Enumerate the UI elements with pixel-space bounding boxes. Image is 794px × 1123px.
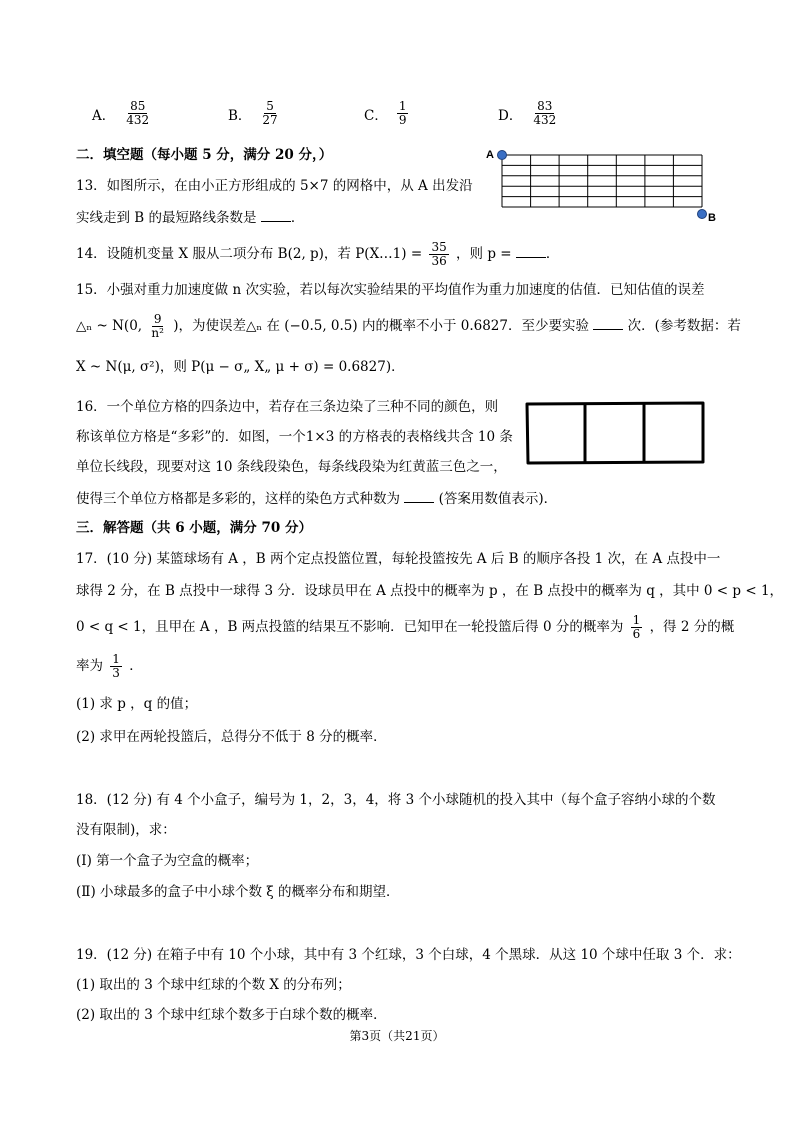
q15-line2-pre: △ₙ ~ N(0, — [76, 318, 143, 334]
q13-line1: 13．如图所示，在由小正方形组成的 5×7 的网格中，从 A 出发沿 — [76, 178, 473, 194]
option-c-denominator: 9 — [398, 113, 407, 127]
q16-line1: 16．一个单位方格的四条边中，若存在三条边染了三种不同的颜色，则 — [76, 399, 499, 415]
q15-line2 — [76, 312, 741, 340]
option-c — [364, 100, 411, 127]
q16-line2: 称该单位方格是“多彩”的．如图，一个1×3 的方格表的表格线共含 10 条 — [76, 429, 513, 445]
q17-line3-pre: 0 < q < 1，且甲在 A ，B 两点投篮的结果互不影响．已知甲在一轮投篮后得 0 分的概率为 — [76, 619, 624, 635]
option-a — [92, 100, 154, 127]
section2-title: 二．填空题（每小题 5 分，满分 20 分，） — [76, 147, 333, 163]
q14-mid: ，则 p = — [456, 246, 512, 262]
q15-line2-end: 次．(参考数据：若 — [627, 318, 741, 334]
q17-line3-denominator: 6 — [632, 627, 641, 641]
point-a-label: A — [486, 149, 494, 161]
option-d-denominator: 432 — [533, 113, 557, 127]
option-b-numerator: 5 — [266, 99, 274, 113]
q16-line4 — [76, 488, 557, 509]
q14 — [76, 240, 559, 268]
q19-line1: 19．(12 分) 在箱子中有 10 个小球，其中有 3 个红球，3 个白球，4 个黑球．从这 10 个球中任取 3 个．求： — [76, 947, 741, 963]
q15-line3: X ~ N(μ, σ²)，则 P(μ − σ„ X„ μ + σ) = 0.6827)． — [76, 359, 405, 375]
q15-numerator: 9 — [153, 312, 162, 326]
option-a-label: A． — [92, 107, 116, 124]
page-footer: 第3页（共21页） — [349, 1029, 445, 1043]
q17-line3-numerator: 1 — [632, 613, 641, 627]
q17-line4-numerator: 1 — [112, 652, 120, 666]
q14-end: ． — [545, 246, 560, 262]
q17-line4-denominator: 3 — [112, 666, 120, 680]
q16-answer-blank — [404, 488, 434, 503]
q17-line4-pre: 率为 — [76, 658, 103, 674]
option-a-denominator: 432 — [126, 113, 150, 127]
option-d-label: D． — [498, 107, 523, 124]
point-a-dot — [498, 151, 507, 160]
grid-figure — [486, 145, 720, 225]
q17-line3 — [76, 613, 734, 641]
q19-sub1: (1) 取出的 3 个球中红球的个数 X 的分布列； — [76, 977, 351, 993]
q15-line1: 15．小强对重力加速度做 n 次实验，若以每次实验结果的平均值作为重力加速度的估值．已知估值的误差 — [76, 282, 705, 298]
q13-line2-text: 实线走到 B 的最短路线条数是 — [76, 210, 257, 226]
q14-denominator: 36 — [431, 254, 447, 268]
q17-line4-post: ． — [129, 658, 143, 674]
section3-title: 三．解答题（共 6 小题，满分 70 分） — [76, 520, 312, 536]
q17-line1: 17．(10 分) 某篮球场有 A ，B 两个定点投篮位置，每轮投篮按先 A 后 B 的顺序各投 1 次，在 A 点投中一 — [76, 551, 721, 567]
q15-denominator: n² — [151, 326, 164, 340]
q13-line2 — [76, 207, 304, 228]
q18-sub2: (Ⅱ) 小球最多的盒子中小球个数 ξ 的概率分布和期望． — [76, 884, 400, 900]
option-b-label: B． — [228, 107, 252, 124]
q16-line3: 单位长线段，现要对这 10 条线段染色，每条线段染为红黄蓝三色之一， — [76, 459, 507, 475]
q15-answer-blank — [593, 315, 623, 330]
option-d-numerator: 83 — [537, 99, 553, 113]
q14-numerator: 35 — [431, 240, 447, 254]
q18-line2: 没有限制)，求： — [76, 822, 176, 838]
q17-line4 — [76, 652, 143, 680]
option-d — [498, 100, 561, 127]
q17-line2: 球得 2 分，在 B 点投中一球得 3 分．设球员甲在 A 点投中的概率为 p ，在 B 点投中的概率为 q ，其中 0 < p < 1， — [76, 583, 784, 599]
point-b-label: B — [708, 212, 716, 224]
q15-line2-post: )，为使误差△ₙ 在 (−0.5, 0.5) 内的概率不小于 0.6827．至少要实验 — [173, 318, 589, 334]
option-a-numerator: 85 — [130, 99, 146, 113]
point-b-dot — [698, 210, 707, 219]
q17-line3-post: ，得 2 分的概 — [649, 619, 735, 635]
q18-sub1: (Ⅰ) 第一个盒子为空盒的概率； — [76, 853, 259, 869]
q13-answer-blank — [261, 207, 291, 222]
option-c-label: C． — [364, 107, 388, 124]
q14-pre: 14．设随机变量 X 服从二项分布 B(2, p)，若 P(X…1) = — [76, 246, 423, 262]
squares-figure — [524, 400, 706, 466]
q19-sub2: (2) 取出的 3 个球中红球个数多于白球个数的概率． — [76, 1007, 387, 1023]
option-b — [228, 100, 283, 127]
q18-line1: 18．(12 分) 有 4 个小盒子，编号为 1，2，3，4，将 3 个小球随机的投入其中（每个盒子容纳小球的个数 — [76, 792, 716, 808]
q14-answer-blank — [516, 243, 546, 258]
q13-end: ． — [290, 210, 305, 226]
option-c-numerator: 1 — [398, 99, 407, 113]
option-b-denominator: 27 — [262, 113, 278, 127]
q17-sub2: (2) 求甲在两轮投篮后，总得分不低于 8 分的概率． — [76, 729, 387, 745]
q16-line4-post: (答案用数值表示)． — [438, 491, 558, 507]
q17-sub1: (1) 求 p ，q 的值； — [76, 696, 198, 712]
q16-line4-pre: 使得三个单位方格都是多彩的，这样的染色方式种数为 — [76, 491, 400, 507]
